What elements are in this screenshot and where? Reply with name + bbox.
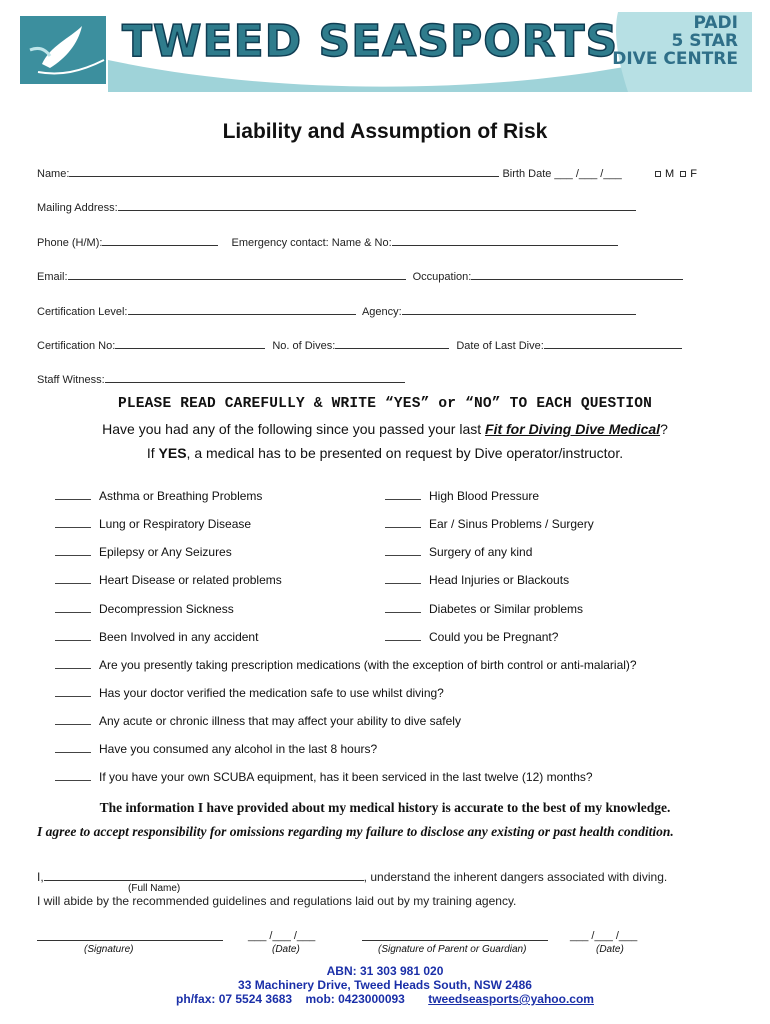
email-field[interactable] xyxy=(68,271,406,280)
instruction-heading: PLEASE READ CAREFULLY & WRITE “YES” or “NO” TO EACH QUESTION xyxy=(117,396,653,412)
date-line-2[interactable]: ___ /___ /___ xyxy=(570,930,638,942)
question-label: Surgery of any kind xyxy=(429,545,533,559)
answer-blank[interactable] xyxy=(385,547,421,556)
question-label: Have you consumed any alcohol in the last 8 hours? xyxy=(99,742,378,756)
email-label: Email: xyxy=(37,271,68,283)
question-item xyxy=(385,573,569,587)
understand-row xyxy=(37,870,667,884)
understand-suffix: , understand the inherent dangers associated with diving. xyxy=(363,870,668,884)
phone-label: Phone (H/M): xyxy=(37,237,103,249)
signature-caption: (Signature) xyxy=(84,944,134,955)
answer-blank[interactable] xyxy=(55,575,91,584)
mailing-row xyxy=(37,202,636,214)
note-yes: YES xyxy=(158,445,187,461)
brand-name: TWEED SEASPORTS xyxy=(122,16,619,67)
question-item xyxy=(385,630,558,644)
answer-blank[interactable] xyxy=(385,575,421,584)
medical-question xyxy=(0,421,770,437)
question-text: Have you had any of the following since you passed your last xyxy=(102,421,486,437)
answer-blank[interactable] xyxy=(55,772,91,781)
male-label: M xyxy=(665,168,675,180)
footer-phone: ph/fax: 07 5524 3683 xyxy=(176,992,293,1006)
answer-blank[interactable] xyxy=(55,716,91,725)
question-label: Epilepsy or Any Seizures xyxy=(99,545,232,559)
padi-badge xyxy=(612,14,738,68)
cert-level-field[interactable] xyxy=(128,306,356,315)
occupation-label: Occupation: xyxy=(412,271,472,283)
date-caption-2: (Date) xyxy=(596,944,624,955)
parent-caption: (Signature of Parent or Guardian) xyxy=(378,944,527,955)
cert-no-row xyxy=(37,340,682,352)
mailing-label: Mailing Address: xyxy=(37,202,118,214)
abide-text: I will abide by the recommended guidelines and regulations laid out by my training agency. xyxy=(37,894,517,908)
question-label: Has your doctor verified the medication safe to use whilst diving? xyxy=(99,686,444,700)
gender-options xyxy=(655,168,697,180)
medical-note xyxy=(0,445,770,461)
name-label: Name: xyxy=(37,168,70,180)
staff-row xyxy=(37,374,405,386)
logo xyxy=(20,16,106,84)
question-label: High Blood Pressure xyxy=(429,489,540,503)
understand-prefix: I, xyxy=(37,870,44,884)
last-dive-field[interactable] xyxy=(544,340,682,349)
date-line-1[interactable]: ___ /___ /___ xyxy=(248,930,316,942)
name-field[interactable] xyxy=(69,168,499,177)
birth-date-field[interactable]: Birth Date ___ /___ /___ xyxy=(502,168,622,180)
question-label: Head Injuries or Blackouts xyxy=(429,573,570,587)
agreement-text: I agree to accept responsibility for omissions regarding my failure to disclose any existing or past health condition. xyxy=(37,824,674,839)
question-item xyxy=(385,545,532,559)
question-item xyxy=(385,489,539,503)
question-label: Any acute or chronic illness that may affect your ability to dive safely xyxy=(99,714,461,728)
page-title: Liability and Assumption of Risk xyxy=(222,120,548,143)
question-mark: ? xyxy=(660,421,668,437)
question-label: Lung or Respiratory Disease xyxy=(99,517,252,531)
phone-field[interactable] xyxy=(102,237,218,246)
date-caption-1: (Date) xyxy=(272,944,300,955)
occupation-field[interactable] xyxy=(471,271,683,280)
question-item xyxy=(55,714,461,728)
question-label: Diabetes or Similar problems xyxy=(429,602,584,616)
note-prefix: If xyxy=(146,445,159,461)
badge-line: 5 STAR xyxy=(671,31,738,51)
full-name-field[interactable] xyxy=(44,871,364,881)
question-label: Been Involved in any accident xyxy=(99,630,259,644)
full-name-caption: (Full Name) xyxy=(128,883,181,894)
agency-label: Agency: xyxy=(361,306,402,318)
female-label: F xyxy=(690,168,698,180)
footer-email-link[interactable]: tweedseasports@yahoo.com xyxy=(428,992,594,1006)
emergency-field[interactable] xyxy=(392,237,618,246)
answer-blank[interactable] xyxy=(385,604,421,613)
question-item xyxy=(55,602,234,616)
female-checkbox[interactable] xyxy=(680,171,686,177)
answer-blank[interactable] xyxy=(55,688,91,697)
answer-blank[interactable] xyxy=(55,632,91,641)
answer-blank[interactable] xyxy=(55,744,91,753)
question-item xyxy=(55,517,251,531)
answer-blank[interactable] xyxy=(385,519,421,528)
phone-row xyxy=(37,237,618,249)
cert-no-field[interactable] xyxy=(115,340,265,349)
header-banner xyxy=(18,12,752,92)
badge-line: PADI xyxy=(693,13,738,33)
male-checkbox[interactable] xyxy=(655,171,661,177)
signature-line[interactable] xyxy=(37,932,223,944)
question-label: Heart Disease or related problems xyxy=(99,573,282,587)
answer-blank[interactable] xyxy=(385,632,421,641)
declaration-text: The information I have provided about my medical history is accurate to the best of my knowledge. xyxy=(99,800,671,815)
medical-emphasis: Fit for Diving Dive Medical xyxy=(485,421,661,437)
footer-address: 33 Machinery Drive, Tweed Heads South, NSW 2486 xyxy=(238,978,532,992)
footer-mobile: mob: 0423000093 xyxy=(305,992,405,1006)
num-dives-label: No. of Dives: xyxy=(272,340,336,352)
note-text: , a medical has to be presented on request by Dive operator/instructor. xyxy=(186,445,624,461)
cert-no-label: Certification No: xyxy=(37,340,116,352)
agency-field[interactable] xyxy=(402,306,636,315)
question-item xyxy=(55,630,258,644)
staff-field[interactable] xyxy=(105,374,405,383)
answer-blank[interactable] xyxy=(55,660,91,669)
question-item xyxy=(55,770,593,784)
name-row xyxy=(37,168,622,180)
question-item xyxy=(55,545,232,559)
emergency-label: Emergency contact: Name & No: xyxy=(231,237,392,249)
email-row xyxy=(37,271,683,283)
question-label: Ear / Sinus Problems / Surgery xyxy=(429,517,594,531)
num-dives-field[interactable] xyxy=(335,340,449,349)
question-item xyxy=(55,573,282,587)
footer-contact xyxy=(0,992,770,1006)
badge-line: DIVE CENTRE xyxy=(612,49,738,69)
cert-level-label: Certification Level: xyxy=(37,306,128,318)
question-item xyxy=(385,602,583,616)
question-label: If you have your own SCUBA equipment, has it been serviced in the last twelve (12) months? xyxy=(99,770,593,784)
question-label: Decompression Sickness xyxy=(99,602,234,616)
parent-signature-line[interactable] xyxy=(362,932,548,944)
answer-blank[interactable] xyxy=(55,519,91,528)
question-item xyxy=(55,658,637,672)
answer-blank[interactable] xyxy=(55,604,91,613)
question-item xyxy=(55,489,262,503)
staff-label: Staff Witness: xyxy=(37,374,105,386)
answer-blank[interactable] xyxy=(385,491,421,500)
question-item xyxy=(55,686,444,700)
last-dive-label: Date of Last Dive: xyxy=(456,340,544,352)
mailing-field[interactable] xyxy=(118,202,636,211)
footer-abn: ABN: 31 303 981 020 xyxy=(326,964,444,978)
cert-level-row xyxy=(37,306,636,318)
question-label: Could you be Pregnant? xyxy=(429,630,559,644)
answer-blank[interactable] xyxy=(55,491,91,500)
question-item xyxy=(55,742,377,756)
question-label: Asthma or Breathing Problems xyxy=(99,489,263,503)
answer-blank[interactable] xyxy=(55,547,91,556)
question-item xyxy=(385,517,594,531)
question-label: Are you presently taking prescription medications (with the exception of birth control or anti-malarial)? xyxy=(99,658,637,672)
bird-logo-icon xyxy=(20,16,106,84)
